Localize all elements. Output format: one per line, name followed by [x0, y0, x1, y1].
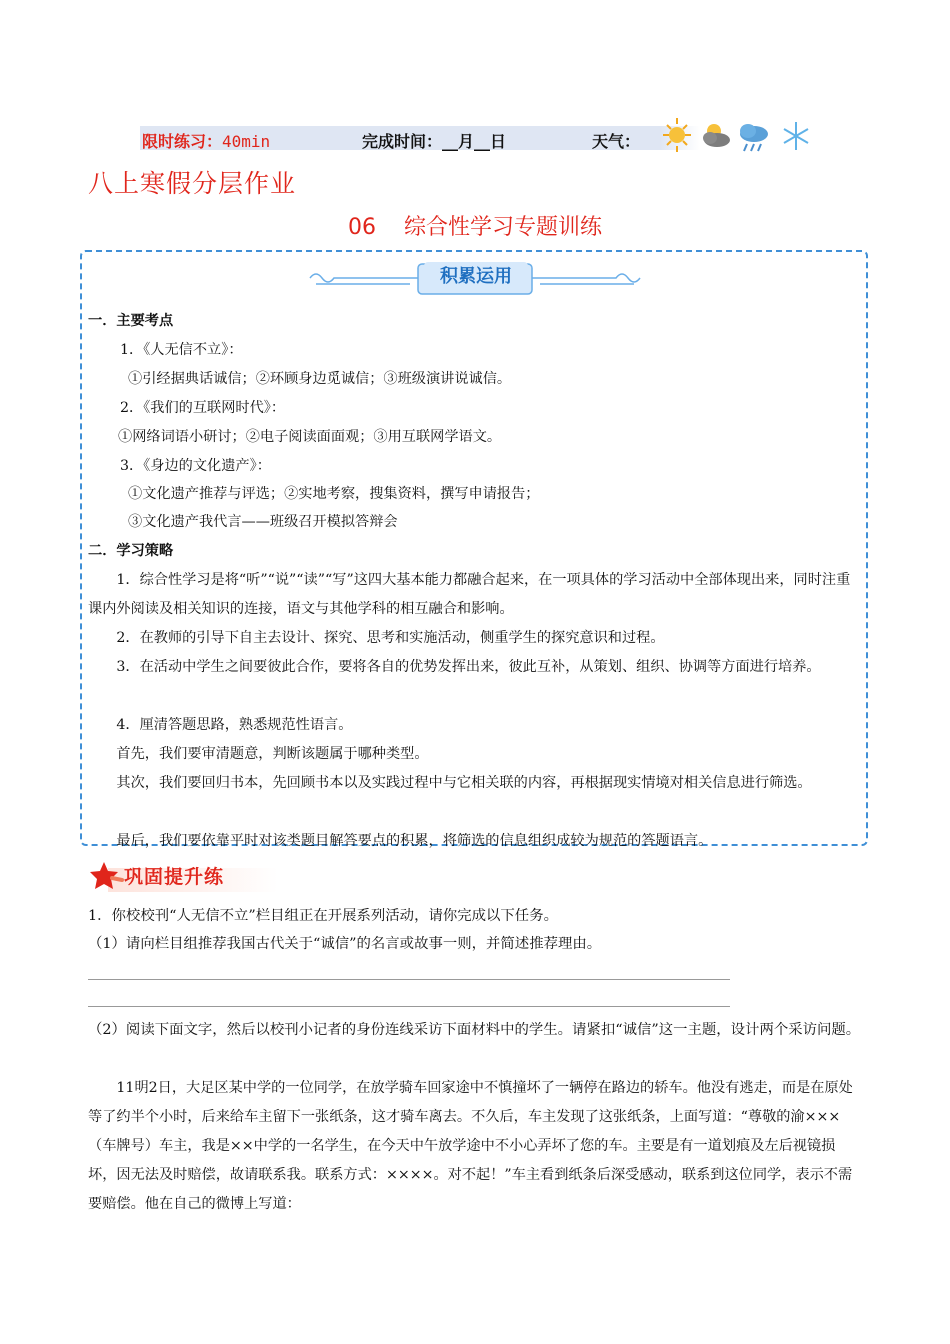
time-limit-value: 40min: [222, 132, 271, 151]
strategy-paragraph: 3．在活动中学生之间要彼此合作，要将各自的优势发挥出来，彼此互补，从策划、组织、协调等方面进行培养。: [116, 659, 821, 675]
sunny-icon: [663, 118, 691, 152]
topic-item: ①文化遗产推荐与评选；②实地考察，搜集资料，撰写申请报告；: [128, 486, 540, 502]
answer-line[interactable]: [88, 1006, 730, 1007]
question-1: 1．你校校刊“人无信不立”栏目组正在开展系列活动，请你完成以下任务。: [88, 908, 558, 924]
strategy-paragraph: 2．在教师的引导下自主去设计、探究、思考和实施活动，侧重学生的探究意识和过程。: [116, 630, 665, 646]
page-title: [0, 210, 950, 241]
time-limit-label: 限时练习：40min: [142, 132, 271, 151]
weather-icons: [662, 116, 812, 156]
weather-label: 天气：: [592, 132, 641, 151]
strategy-paragraph: 1．综合性学习是将“听”“说”“读”“写”这四大基本能力都融合起来，在一项具体的学习活动中全部体现出来，同时注重课内外阅读及相关知识的连接，语文与其他学科的相互融合和影响。: [88, 572, 851, 617]
topic-item: ③文化遗产我代言——班级召开模拟答辩会: [128, 514, 398, 530]
lesson-number: 06: [347, 215, 376, 240]
question-1-part-2: （2）阅读下面文字，然后以校刊小记者的身份连线采访下面材料中的学生。请紧扣“诚信”这一主题，设计两个采访问题。: [88, 1022, 861, 1038]
topic-item: ①网络词语小研讨；②电子阅读面面观；③用互联网学语文。: [118, 429, 502, 445]
section1-heading: 一．主要考点: [88, 313, 174, 329]
strategy-paragraph: 其次，我们要回归书本，先回顾书本以及实践过程中与它相关联的内容，再根据现实情境对相关信息进行筛选。: [116, 775, 812, 791]
strategy-paragraph: 4．厘清答题思路，熟悉规范性语言。: [116, 717, 353, 733]
topic-item: 2．《我们的互联网时代》：: [120, 400, 286, 416]
section-banner-label: 巩固提升练: [124, 866, 225, 888]
section2-heading: 二．学习策略: [88, 543, 174, 559]
snowflake-icon: [784, 122, 808, 150]
topic-item: 3．《身边的文化遗产》：: [120, 458, 271, 474]
topic-item: ①引经据典话诚信；②环顾身边觅诚信；③班级演讲说诚信。: [128, 371, 512, 387]
strategy-paragraph: 最后，我们要依靠平时对该类题目解答要点的积累，将筛选的信息组织成较为规范的答题语言。: [116, 833, 713, 849]
answer-line[interactable]: [88, 979, 730, 980]
rain-cloud-icon: [740, 124, 768, 151]
series-title: 八上寒假分层作业: [88, 169, 297, 198]
finish-time-blanks: __月__日: [442, 132, 507, 151]
finish-time-label: 完成时间：__月__日: [362, 132, 507, 151]
topic-item: 1．《人无信不立》：: [120, 342, 243, 358]
lesson-title: 综合性学习专题训练: [403, 215, 602, 240]
question-1-part-1: （1）请向栏目组推荐我国古代关于“诚信”的名言或故事一则，并简述推荐理由。: [88, 936, 602, 952]
material-paragraph: 11明2日，大足区某中学的一位同学，在放学骑车回家途中不慎撞坏了一辆停在路边的轿车。他没有逃走，而是在原处等了约半个小时，后来给车主留下一张纸条，这才骑车离去。不久后，车主发现了这张纸条，上面写道：“尊敬的渝×××（车牌号）车主，我是××中学的一名学生，在今天中午放学途中不小心弄坏了您的车。主要是有一道划痕及左后视镜损坏，因无法及时赔偿，故请联系我。联系方式：××××。对不起！”车主看到纸条后深受感动，联系到这位同学，表示不需要赔偿。他在自己的微博上写道：: [88, 1080, 853, 1212]
partly-cloudy-icon: [703, 124, 730, 147]
strategy-paragraph: 首先，我们要审清题意，判断该题属于哪种类型。: [116, 746, 429, 762]
box-label: 积累运用: [424, 262, 528, 292]
